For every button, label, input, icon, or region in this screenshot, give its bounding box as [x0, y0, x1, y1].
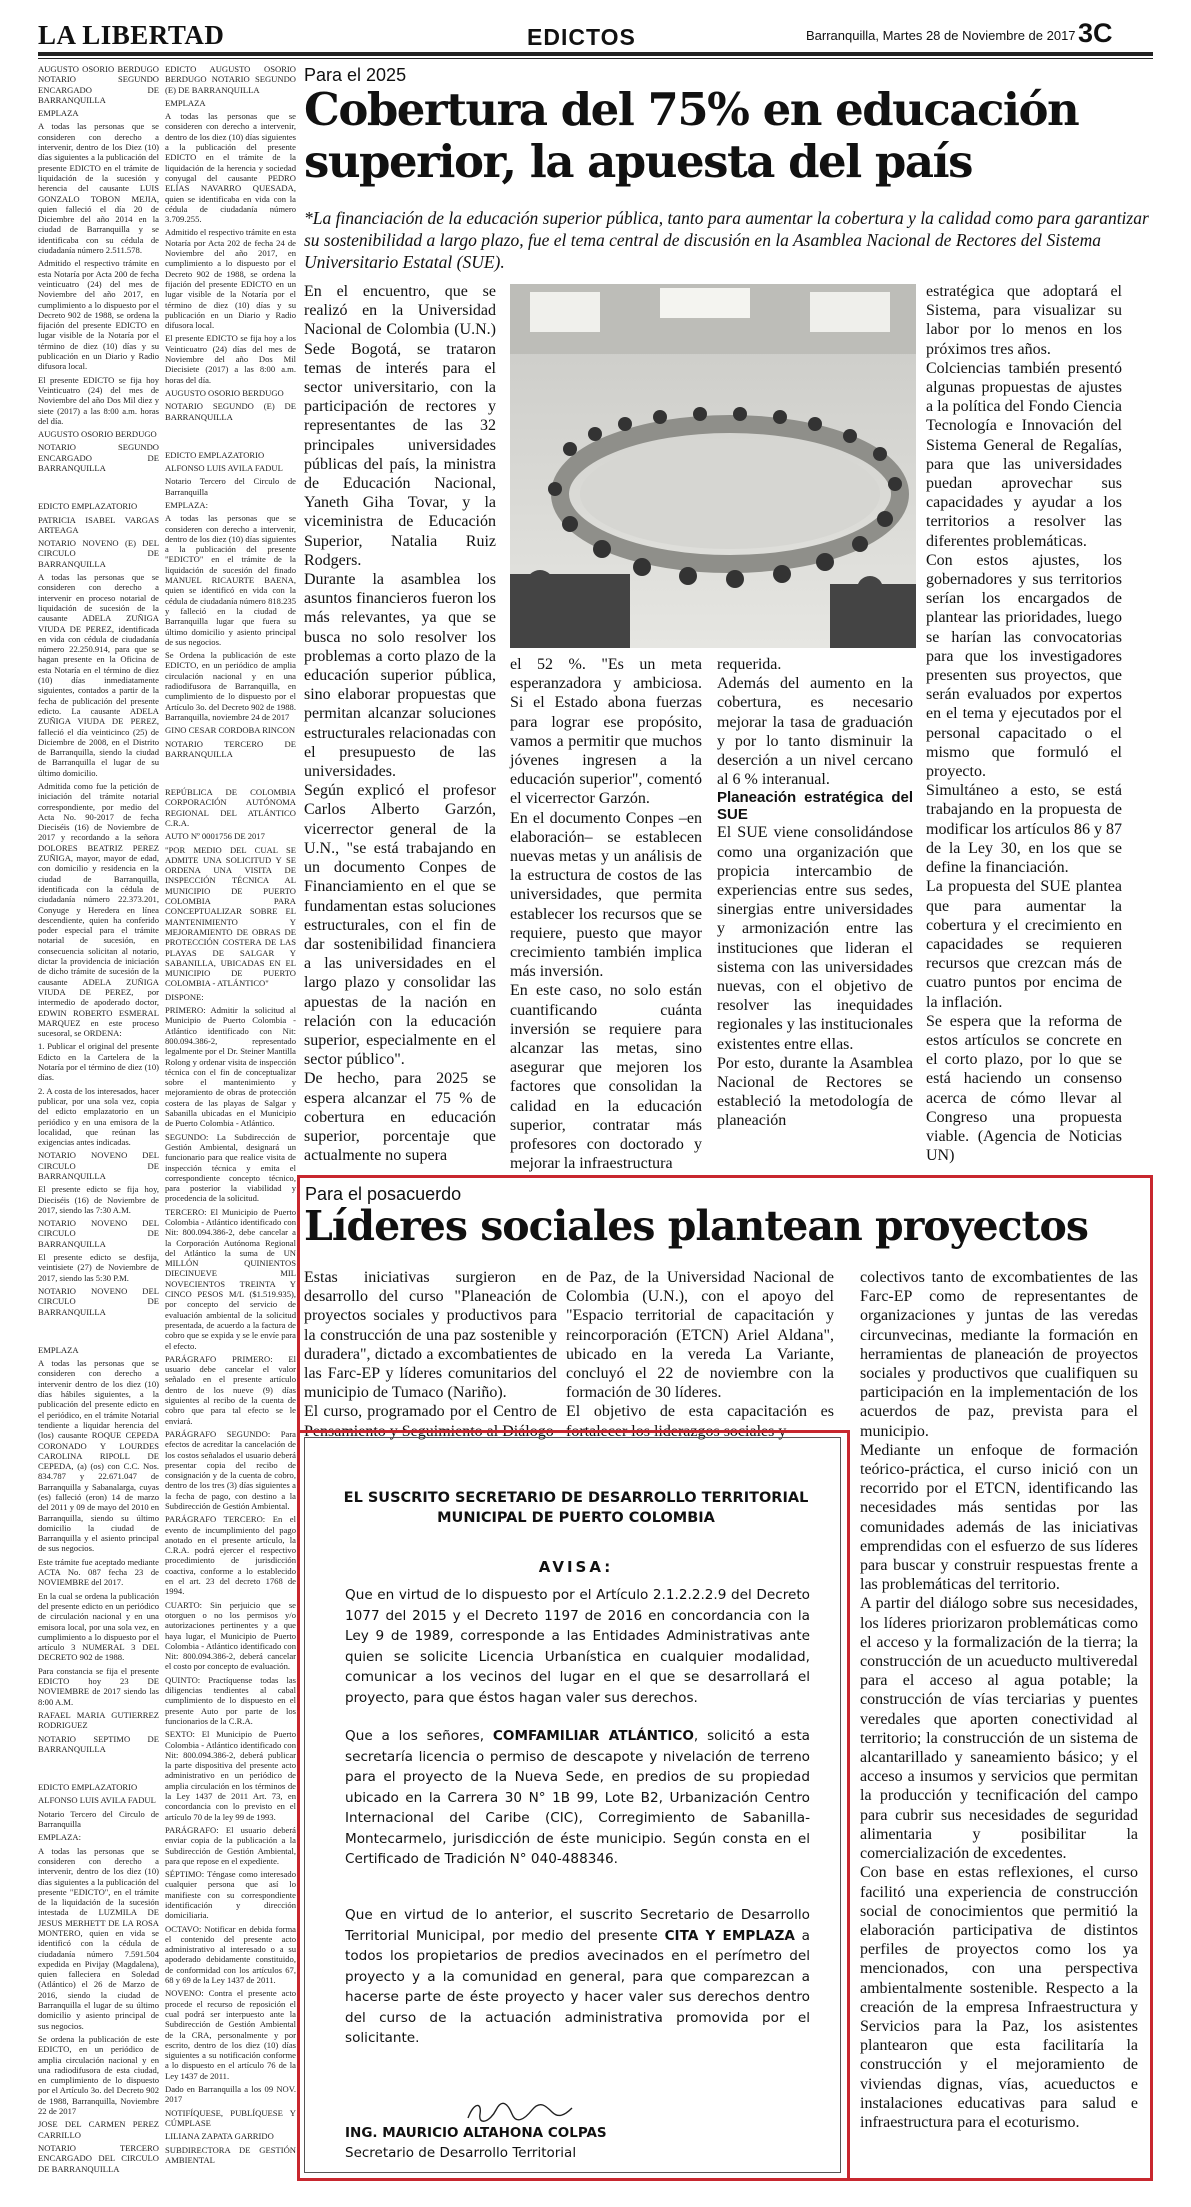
- paragraph: LILIANA ZAPATA GARRIDO: [165, 2131, 274, 2142]
- legal-notices-column-2: [165, 64, 296, 2189]
- paragraph: EDICTO EMPLAZATORIO: [38, 501, 138, 512]
- paragraph: Por esto, durante la Asamblea Nacional de Rectores se estableció la metodología de planeación: [717, 1054, 913, 1130]
- paragraph: Con base en estas reflexiones, el curso facilitó una experiencia de construcción social de conocimientos que permitió la elaboración participativa de distintos perfiles de proyectos como los ya mencionados, con una perspectiva ambientalmente sostenible. Respecto a la creación de la empresa Infraestructura y Servicios para la Paz, los asistentes plantearon que esta facilitaría la construcción y el mejoramiento de viviendas dignas, vías, acueductos e instalaciones educativas para salud e infraestructura para el ecoturismo.: [860, 1864, 1138, 2131]
- notice-signer: ING. MAURICIO ALTAHONA COLPAS: [345, 2125, 607, 2141]
- paragraph: El curso, programado por el Centro de Pensamiento y Seguimiento al Diálogo: [304, 1403, 557, 1440]
- paragraph: PARÁGRAFO PRIMERO: El usuario debe cancelar el valor señalado en el presente artículo dentro de los nueve (9) días siguientes al recibo de la cuenta de cobro que para tal efecto se le enviará.: [165, 1353, 296, 1426]
- notice-p2-post: , solicitó a esta secretaría licencia o permiso de descapote y nivelación de terreno para el proyecto de la Nueva Sede, en predios de su propiedad ubicado en la Carrera 30 N° 1B 99, Lote B2, Urbanización Centro Internacional del Caribe (CIC), Corregimiento de Sabanilla-Montecarmelo, jurisdicción de éste municipio. Según consta en el Certificado de Tradición N° 040-488346.: [345, 1728, 810, 1867]
- paragraph: NOTARIO TERCERO ENCARGADO DEL CIRCULO DE BARRANQUILLA: [38, 2142, 159, 2174]
- paragraph: Estas iniciativas surgieron en desarrollo del curso "Planeación de proyectos sociales y productivos para la construcción de una paz sostenible y duradera", dictado a excombatientes de las Farc-EP y líderes comunitarios del municipio de Tumaco (Nariño).: [304, 1269, 557, 1402]
- paragraph: Simultáneo a esto, se está trabajando en la propuesta de modificar los artículos 86 y 87 de la Ley 30, en los que se define la financiación.: [926, 782, 1122, 877]
- paragraph: PRIMERO: Admitir la solicitud al Municipio de Puerto Colombia - Atlántico identificado con Nit: 800.094.386-2, representado legalmente por el Dr. Steiner Mantilla Rolong y ordenar visita de inspección técnica con el fin de conceptualizar sobre el mantenimiento y mejoramiento de obras de protección costera de las playas de Salgar y Sabanilla ubicadas en el Municipio de Puerto Colombia - Atlántico.: [165, 1005, 296, 1129]
- paragraph: NOTARIO NOVENO (E) DEL CIRCULO DE BARRANQUILLA: [38, 538, 159, 569]
- paragraph: "POR MEDIO DEL CUAL SE ADMITE UNA SOLICITUD Y SE ORDENA UNA VISITA DE INSPECCIÓN TÉCNICA AL MUNICIPIO DE PUERTO COLOMBIA PARA CONCEPTUALIZAR SOBRE EL MANTENIMIENTO Y MEJORAMIENTO DE OBRAS DE PROTECCIÓN COSTERA DE LAS PLAYAS DE SALGAR Y SABANILLA, UBICADAS EN EL MUNICIPIO DE PUERTO COLOMBIA - ATLÁNTICO": [165, 844, 296, 989]
- notice-paragraph-2: [345, 1726, 810, 1870]
- header-rule: [38, 52, 1153, 56]
- paragraph: Notario Tercero del Circulo de Barranquilla: [165, 476, 296, 497]
- notice-p2-applicant: COMFAMILIAR ATLÁNTICO: [492, 1728, 694, 1744]
- paragraph: Mediante un enfoque de formación teórico-práctica, el curso inició con un recorrido por el ETCN, identificando las necesidades más sentidas por las comunidades además de las iniciativas emprendidas con el esfuerzo de sus líderes para buscar y construir respuestas frente a las problemáticas del territorio.: [860, 1441, 1138, 1594]
- paragraph: NOTARIO SEGUNDO (E) DE BARRANQUILLA: [165, 401, 296, 422]
- paragraph: Durante la asamblea los asuntos financieros fueron los más relevantes, ya que se busca no solo resolver los problemas a corto plazo de la educación superior pública, sino elaborar propuestas que permitan alcanzar soluciones estructurales relacionadas con el presupuesto de las universidades.: [304, 571, 496, 781]
- paragraph: estratégica que adoptará el Sistema, para visualizar su labor por lo menos en los próximos tres años.: [926, 283, 1122, 358]
- paragraph: TERCERO: El Municipio de Puerto Colombia - Atlántico identificado con Nit: 800.094.386-2, debe cancelar a la Corporación Autónoma Regional del Atlántico la suma de UN MILLÓN QUINIENTOS DIECINUEVE MIL NOVECIENTOS TREINTA Y CINCO PESOS M/L ($1.519.935), por concepto del servicio de evaluación ambiental de la solicitud presentada, de acuerdo a la factura de cobro que se expida y se le envíe para el efecto.: [165, 1206, 296, 1351]
- paragraph: NOTARIO TERCERO DE BARRANQUILLA: [165, 738, 296, 759]
- legal-notices-column-1: [38, 64, 159, 2189]
- paragraph: Según explicó el profesor Carlos Alberto Garzón, vicerrector general de la U.N., "se está trabajando en un documento Conpes de Financiamiento en el que se fundamentan estas soluciones estructurales, con el fin de dar sostenibilidad financiera a las universidades en el largo plazo y consolidar las apuestas de la nación en relación con la educación superior, especialmente en el sector público".: [304, 782, 496, 1069]
- paragraph: AUTO Nº 0001756 DE 2017: [165, 831, 265, 842]
- paragraph: El objetivo de esta capacitación es fortalecer los liderazgos sociales y: [566, 1403, 834, 1440]
- paragraph: REPÚBLICA DE COLOMBIA CORPORACIÓN AUTÓNOMA REGIONAL DEL ATLÁNTICO C.R.A.: [165, 787, 296, 828]
- paragraph: El presente EDICTO se fija hoy Veinticuatro (24) del mes de Noviembre del año Dos Mil diez y siete (2017) a las 8:00 a.m. horas del día.: [38, 374, 159, 426]
- paragraph: GINO CESAR CORDOBA RINCON: [165, 725, 296, 736]
- paragraph: En este caso, no solo están cuantificando cuánta inversión se requiere para alcanzar las metas, sino asegurar que mejoren los factores que consolidan la calidad en la educación superior, contratar más profesores con doctorado y mejorar la infraestructura: [510, 982, 702, 1173]
- paragraph: EMPLAZA: [38, 1344, 79, 1355]
- paragraph: EDICTO EMPLAZATORIO: [165, 449, 265, 460]
- article-column-4: [926, 282, 1122, 1170]
- paragraph: En el encuentro, que se realizó en la Universidad Nacional de Colombia (U.N.) Sede Bogotá, se trataron temas de interés para el sector universitario, con la participación de rectores y representantes de las 32 principales universidades públicas del país, la ministra de Educación Nacional, Yaneth Giha Tovar, y la viceministra de Educación Superior, Natalia Ruiz Rodgers.: [304, 283, 496, 569]
- paragraph: PARÁGRAFO: El usuario deberá enviar copia de la publicación a la Subdirección de Gestión Ambiental, para que repose en el expediente.: [165, 1824, 296, 1866]
- newspaper-brand: LA LIBERTAD: [38, 20, 225, 50]
- paragraph: NOVENO: Contra el presente acto procede el recurso de reposición el cual podrá ser interpuesto ante la Subdirección de Gestión Ambiental de la CRA, personalmente y por escrito, dentro de los diez (10) días siguientes a su notificación conforme a lo dispuesto en el artículo 76 de la Ley 1437 de 2011.: [165, 1988, 296, 2081]
- notice-aviso: AVISA:: [538, 1558, 614, 1576]
- paragraph: AUGUSTO OSORIO BERDUGO NOTARIO SEGUNDO ENCARGADO DE BARRANQUILLA: [38, 64, 159, 105]
- notice-paragraph-3: [345, 1905, 810, 2049]
- paragraph: EMPLAZA:: [38, 1832, 81, 1843]
- paragraph: requerida.: [717, 656, 782, 673]
- paragraph: EMPLAZA:: [165, 499, 208, 510]
- article-column-2: [510, 655, 702, 1173]
- article-column-3-rest: [717, 823, 913, 1130]
- paragraph: A todas las personas que se consideren con derecho a intervenir dentro de los diez (10) días hábiles siguientes, a la publicación del presente edicto en el periódico, en el trámite Notarial tendiente a liquidar herencia del (los) causante ROQUE CEPEDA CORONADO Y LOURDES CAROLINA RIPOLL DE CEPEDA, (a) (os) con C.C. Nos. 834.787 y 22.671.047 de Barranquilla y Sabanalarga, cuyas (es) falleció (eron) 14 de marzo del 2011 y 09 de mayo del 2010 en Barranquilla, siendo su último domicilio la ciudad de Barranquilla y el asiento principal de sus negocios.: [38, 1358, 159, 1554]
- paragraph: AUGUSTO OSORIO BERDUGO: [38, 429, 157, 440]
- paragraph: PARÁGRAFO TERCERO: En el evento de incumplimiento del pago anotado en el presente artículo, la C.R.A. podrá ejercer el respectivo procedimiento de jurisdicción coactiva, conforme a lo establecido en el art. 23 del decreto 1768 de 1994.: [165, 1514, 296, 1597]
- paragraph: NOTARIO SEPTIMO DE BARRANQUILLA: [38, 1733, 159, 1754]
- paragraph: ALFONSO LUIS AVILA FADUL: [165, 463, 283, 474]
- notice-p3-emphasis: CITA Y EMPLAZA: [664, 1927, 795, 1944]
- notice-p3-pre: Que en virtud de lo anterior, el suscrito Secretario de Desarrollo Territorial Municipal, por medio del presente: [345, 1907, 810, 1944]
- paragraph: A partir del diálogo sobre sus necesidades, los líderes priorizaron problemáticas como el acceso y la formalización de la tierra; la construcción de un acueducto multiveredal para el acceso al agua potable; la construcción de vías terciarias y puentes veredales que aporten conectividad al territorio; la construcción de un sistema de alcantarillado y saneamiento básico; y el acceso a insumos y servicios que permitan la producción y tecnificación del campo para cubrir sus necesidades de seguridad alimentaria y posibilitar la comercialización de excedentes.: [860, 1595, 1138, 1863]
- paragraph: Se Ordena la publicación de este EDICTO, en un periódico de amplia circulación nacional y en una radiodifusora de Barranquilla, en cumplimiento de lo dispuesto por el Artículo 3o. del Decreto 902 de 1988. Barranquilla, noviembre 24 de 2017: [165, 650, 296, 722]
- paragraph: [165, 425, 296, 447]
- article-column-3-lead: [717, 655, 913, 789]
- meeting-room-image: [510, 284, 916, 648]
- paragraph: EDICTO EMPLAZATORIO: [38, 1782, 138, 1793]
- header-rule-thin: [38, 58, 1153, 59]
- paragraph: De hecho, para 2025 se espera alcanzar el 75 % de cobertura en educación superior, porcentaje que actualmente no supera: [304, 1070, 496, 1165]
- paragraph: Además del aumento en la cobertura, es necesario mejorar la tasa de graduación y por lo tanto disminuir la deserción a un nivel cercano al 6 % interanual.: [717, 675, 913, 789]
- paragraph: Notario Tercero del Circulo de Barranquilla: [38, 1808, 159, 1830]
- issue-date: Barranquilla, Martes 28 de Noviembre de 2017: [806, 28, 1076, 43]
- notice-paragraph-1: Que en virtud de lo dispuesto por el Artículo 2.1.2.2.2.9 del Decreto 1077 del 2015 y el Decreto 1197 de 2016 en concordancia con la Ley 9 de 1989, corresponde a las Entidades Administrativas ante quien se solicite Licencia Urbanística en cualquier modalidad, comunicar a los vecinos del lugar en el que se desarrollará el proyecto, para que éstos hagan valer sus derechos.: [345, 1587, 810, 1706]
- article-column-3: [717, 655, 913, 1170]
- paragraph: EMPLAZA: [165, 97, 206, 108]
- paragraph: de Paz, de la Universidad Nacional de Colombia (U.N.), con el apoyo del "Espacio territorial de capacitación y reincorporación (ETCN) Ariel Aldana", ubicado en la vereda La Variante, concluyó el 22 de noviembre con la formación de 30 líderes.: [566, 1269, 834, 1402]
- paragraph: CUARTO: Sin perjuicio que se otorguen o no los permisos y/o autorizaciones pertinentes y a que haya lugar, el Municipio de Puerto Colombia - Atlántico identificado con Nit: 800.094.386-2, deberá cancelar el costo por concepto de evaluación.: [165, 1599, 296, 1672]
- paragraph: EDICTO AUGUSTO OSORIO BERDUGO NOTARIO SEGUNDO (E) DE BARRANQUILLA: [165, 64, 296, 95]
- paragraph: NOTARIO NOVENO DEL CIRCULO DE BARRANQUILLA: [38, 1285, 159, 1317]
- paragraph: Colciencias también presentó algunas propuestas de ajustes a la política del Fondo Ciencia Tecnología e Innovación del Sistema General de Regalías, para que las universidades puedan aprovechar sus capacidades y ayudar a los territorios a resolver las diferentes problemáticas.: [926, 359, 1122, 550]
- paragraph: Este trámite fue aceptado mediante ACTA No. 087 fecha 23 de NOVIEMBRE del 2017.: [38, 1556, 159, 1588]
- paragraph: SÉPTIMO: Téngase como interesado cualquier persona que así lo manifieste con su correspondiente identificación y dirección domiciliaria.: [165, 1869, 296, 1921]
- paragraph: A todas las personas que se consideren con derecho a intervenir en proceso notarial de liquidación de sucesión de la causante ADELA ZUÑIGA VIUDA DE PEREZ, identificada en vida con cédula de ciudadanía número 22.250.914, para que se hagan presente en la Oficina de esta Notaría en el término de diez (10) días inmediatamente siguientes, contados a partir de la fecha de publicación del presente edicto. La causante ADELA ZUÑIGA VIUDA DE PEREZ, falleció el día veinticinco (25) de Diciembre de 2008, en el Distrito de Barranquilla, siendo la ciudad de Barranquilla el lugar de su último domicilio.: [38, 572, 159, 778]
- paragraph: Admitido el respectivo trámite en esta Notaría por Acta 202 de fecha 24 de Noviembre del año 2017, en cumplimiento a lo dispuesto por el Decreto 902 de 1988, se ordena la fijación del presente EDICTO en un lugar visible de la Notaría por el término de diez (10) días y su publicación en un Diario y Radio difusora local.: [165, 227, 297, 331]
- article-2-column-1: [304, 1268, 557, 1440]
- article-column-1: [304, 282, 496, 1170]
- paragraph: JOSE DEL CARMEN PEREZ CARRILLO: [38, 2119, 159, 2140]
- paragraph: El presente edicto se desfija, veintisiete (27) de Noviembre de 2017, siendo las 5:30 P.M.: [38, 1252, 159, 1283]
- paragraph: NOTARIO SEGUNDO ENCARGADO DE BARRANQUILLA: [38, 442, 159, 473]
- paragraph: Dado en Barranquilla a los 09 NOV. 2017: [165, 2084, 296, 2105]
- paragraph: SEGUNDO: La Subdirección de Gestión Ambiental, designará un funcionario para que realice visita de inspección técnica y emita el correspondiente concepto técnico, para posterior la viabilidad y procedencia de la solicitud.: [165, 1131, 296, 1204]
- paragraph: Admitida como fue la petición de iniciación del trámite notarial correspondiente, por medio del Acta No. 90-2017 de fecha Dieciséis (16) de Noviembre de 2017 y recordando a la señora DOLORES BEATRIZ PEREZ ZUÑIGA, mayor, mayor de edad, con domicilio y residencia en la ciudad de Barranquilla, identificada con la cédula de ciudadanía número 22.373.201, Conyuge y Heredera en línea descendiente, quien ha conferido poder especial para el trámite notarial de sucesión, en consecuencia solicitan al notario, dictar la providencia de iniciación de dicho trámite de sucesión de la causante ADELA ZUÑIGA VIUDA DE PEREZ, por intermedio de apoderado doctor, EDWIN ROBERTO ESMERAL MARQUEZ en este proceso sucesoral, se ORDENA:: [38, 781, 159, 1039]
- paragraph: PATRICIA ISABEL VARGAS ARTEAGA: [38, 514, 159, 535]
- paragraph: Se ordena la publicación de este EDICTO, en un periódico de amplia circulación nacional y en una radiodifusora de esta ciudad, en cumplimiento de lo dispuesto por el Artículo 3o. del Decreto 902 de 1988, Barranquilla, Noviembre 22 de 2017: [38, 2033, 159, 2117]
- paragraph: EMPLAZA: [38, 108, 79, 119]
- paragraph: El SUE viene consolidándose como una organización que propicia intercambio de experiencias entre sus sedes, sinergias entre universidades y armonización entre las instituciones que lideran el sistema con las universidades nuevas, con el objetivo de resolver las inequidades regionales y las institucionales existentes entre ellas.: [717, 824, 913, 1053]
- paragraph: [38, 1320, 159, 1342]
- paragraph: RAFAEL MARIA GUTIERREZ RODRIGUEZ: [38, 1709, 159, 1731]
- paragraph: A todas las personas que se consideren con derecho a intervenir, dentro de los Diez (10) días siguientes a la publicación del presente EDICTO en el trámite de liquidación de la sucesión y herencia del causante LUIS GONZALO TOBON MEJIA, quien falleció el día 20 de Diciembre del año 2014 en la ciudad de Barranquilla y se identificaba con su cédula de ciudadanía número 2.511.578.: [38, 121, 159, 256]
- paragraph: Se espera que la reforma de estos artículos se concrete en el corto plazo, por lo que se está haciendo un consenso acerca de cómo llevar al Congreso una propuesta viable. (Agencia de Noticias UN): [926, 1012, 1122, 1165]
- paragraph: AUGUSTO OSORIO BERDUGO: [165, 387, 284, 398]
- notice-p2-pre: Que a los señores,: [345, 1728, 493, 1744]
- paragraph: A todas las personas que se consideren con derecho a intervenir, dentro de los diez (10) días siguientes a la publicación del presente "EDICTO", en el trámite de la liquidación de la sucesión intestada de LUZMILA DE JESUS MERHETT DE LA ROSA MONTERO, quien en vida se identificó con la cédula de ciudadanía número 7.591.504 expedida en Pivijay (Magdalena), quien falleciera en Soledad (Atlántico) el 26 de Marzo de 2016, siendo la ciudad de Barranquilla el lugar de su último domicilio y asiento principal de sus negocios.: [38, 1845, 159, 2031]
- article-deck: *La financiación de la educación superior pública, tanto para aumentar la cobertura y la calidad como para garantizar su sostenibilidad a largo plazo, fue el tema central de discusión en la Asamblea Nacional de Rectores del Sistema Universitario Estatal (SUE).: [304, 208, 1149, 272]
- paragraph: En la cual se ordena la publicación del presente edicto en un periódico de circulación nacional y en una emisora local, por una sola vez, en cumplimiento a lo dispuesto por el artículo 3 NUMERAL 3 DEL DECRETO 902 de 1988.: [38, 1590, 159, 1663]
- article-subhead: Planeación estratégica del SUE: [717, 789, 913, 824]
- article-headline: Cobertura del 75% en educación superior, la apuesta del país: [304, 83, 1079, 188]
- paragraph: En el documento Conpes –en elaboración– se establecen nuevas metas y un análisis de la estructura de costos de las universidades, que permita establecer los recursos que se requiere, puesto que mayor crecimiento también implica más inversión.: [510, 809, 702, 981]
- article-kicker: Para el 2025: [304, 65, 407, 85]
- paragraph: El presente edicto se fija hoy, Dieciséis (16) de Noviembre de 2017, siendo las 7:30 A.M.: [38, 1184, 159, 1215]
- paragraph: 2. A costa de los interesados, hacer publicar, por una sola vez, copia del edicto emplazatorio en un periódico y en una emisora de la localidad, que reúnan las exigencias antes indicadas.: [38, 1085, 159, 1148]
- article-2-column-2: [566, 1268, 834, 1440]
- paragraph: [38, 476, 159, 498]
- article-2-column-3: [860, 1268, 1138, 2170]
- paragraph: NOTARIO NOVENO DEL CIRCULO DE BARRANQUILLA: [38, 1150, 159, 1181]
- paragraph: Para constancia se fija el presente EDICTO hoy 23 DE NOVIEMBRE de 2017 siendo las 8:00 A.M.: [38, 1665, 159, 1707]
- paragraph: el 52 %. "Es un meta esperanzadora y ambiciosa. Si el Estado abona fuerzas para lograr ese propósito, vamos a permitir que muchos jóvenes ingresen a la educación superior", comentó el vicerrector Garzón.: [510, 656, 702, 808]
- paragraph: SEXTO: El Municipio de Puerto Colombia - Atlántico identificado con Nit: 800.094.386-2, deberá publicar la parte dispositiva del presente acto administrativo en un periódico de amplia circulación en los términos de la Ley 1437 de 2011 Art. 73, en concordancia con lo previsto en el artículo 70 de la ley 99 de 1993.: [165, 1729, 296, 1822]
- paragraph: QUINTO: Practíquense todas las diligencias tendientes al cabal cumplimiento de lo dispuesto en el presente Auto por parte de los funcionarios de la C.R.A.: [165, 1674, 296, 1726]
- page-number: 3C: [1078, 18, 1113, 48]
- paragraph: DISPONE:: [165, 991, 204, 1002]
- paragraph: A todas las personas que se consideren con derecho a intervenir, dentro de los diez (10) días siguientes a la publicación del presente "EDICTO" en el trámite de la liquidación de sucesión del finado MANUEL RICAURTE BAENA, quien se identificó en vida con la cédula de ciudadanía número 818.235 y falleció en la ciudad de Barranquilla lugar que fuera su último domicilio y asiento principal de sus negocios.: [165, 513, 296, 647]
- paragraph: [165, 762, 296, 784]
- paragraph: PARÁGRAFO SEGUNDO: Para efectos de acreditar la cancelación de los costos señalados el usuario deberá presentar copia del recibo de consignación y de la cuenta de cobro, dentro de los tres (3) días siguientes a la fecha de pago, con destino a la Subdirección de Gestión Ambiental.: [165, 1428, 296, 1511]
- paragraph: Admitido el respectivo trámite en esta Notaría por Acta 200 de fecha veinticuatro (24) del mes de Noviembre del año 2017, en cumplimiento a lo dispuesto por el Decreto 902 de 1988, se ordena la fijación del presente EDICTO en lugar visible de la Notaría por el término de diez (10) días y su publicación en un Diario y Radio difusora local.: [38, 258, 159, 372]
- notice-signer-office: Secretario de Desarrollo Territorial: [345, 2145, 577, 2161]
- notice-p3-post: a todos los propietarios de predios avecinados en el perímetro del proyecto y a la comunidad en general, para que comparezcan a hacerse parte de éste proyecto y hacer valer sus derechos dentro del curso de la actuación administrativa promovida por el solicitante.: [345, 1927, 810, 2046]
- signature-image: [460, 2098, 580, 2126]
- paragraph: Con estos ajustes, los gobernadores y sus territorios serían los encargados de plantear las prioridades, luego se harían las convocatorias para que los investigadores presenten sus proyectos, que serán evaluados por expertos en el tema y ejecutados por el personal capacitado o el mismo que formuló el proyecto.: [926, 551, 1122, 781]
- article-2-kicker: Para el posacuerdo: [305, 1184, 462, 1204]
- conference-photo: [510, 284, 916, 648]
- paragraph: NOTIFÍQUESE, PUBLÍQUESE Y CÚMPLASE: [165, 2107, 296, 2128]
- paragraph: OCTAVO: Notificar en debida forma el contenido del presente acto administrativo al interesado o a su apoderado debidamente constituido, de conformidad con los artículos 67, 68 y 69 de la Ley 1437 de 2011.: [165, 1923, 296, 1986]
- section-title: EDICTOS: [527, 24, 636, 50]
- paragraph: [38, 1757, 159, 1779]
- paragraph: 1. Publicar el original del presente Edicto en la Cartelera de la Notaría por el término de diez (10) días.: [38, 1041, 159, 1083]
- paragraph: El presente EDICTO se fija hoy a los Veinticuatro (24) días del mes de Noviembre del año Dos Mil Diecisiete (2017) a las 8:00 a.m. horas del día.: [165, 333, 296, 385]
- paragraph: A todas las personas que se consideren con derecho a intervenir, dentro de los diez (10) días siguientes a la publicación del presente EDICTO en el trámite de la liquidación de la herencia y sociedad conyugal del causante PEDRO ELÍAS NAVARRO QUESADA, quien se identificaba en vida con la cédula de ciudadanía número 3.709.255.: [165, 111, 296, 225]
- paragraph: ALFONSO LUIS AVILA FADUL: [38, 1795, 156, 1806]
- paragraph: colectivos tanto de excombatientes de las Farc-EP como de representantes de organizaciones y juntas de las veredas circunvecinas, mediante la formación en herramientas de planeación de proyectos sociales y productivos que cualifiquen su participación en la implementación de los acuerdos de paz, prevista para el municipio.: [860, 1269, 1138, 1440]
- paragraph: La propuesta del SUE plantea que para aumentar la cobertura y el crecimiento en capacidades se requieren recursos que crezcan más de cuatro puntos por encima de la inflación.: [926, 878, 1122, 1011]
- article-2-headline: Líderes sociales plantean proyectos: [304, 1202, 1088, 1250]
- paragraph: SUBDIRECTORA DE GESTIÓN AMBIENTAL: [165, 2144, 296, 2165]
- paragraph: NOTARIO NOVENO DEL CIRCULO DE BARRANQUILLA: [38, 1218, 159, 1249]
- notice-title: EL SUSCRITO SECRETARIO DE DESARROLLO TERRITORIAL MUNICIPAL DE PUERTO COLOMBIA: [343, 1490, 809, 1526]
